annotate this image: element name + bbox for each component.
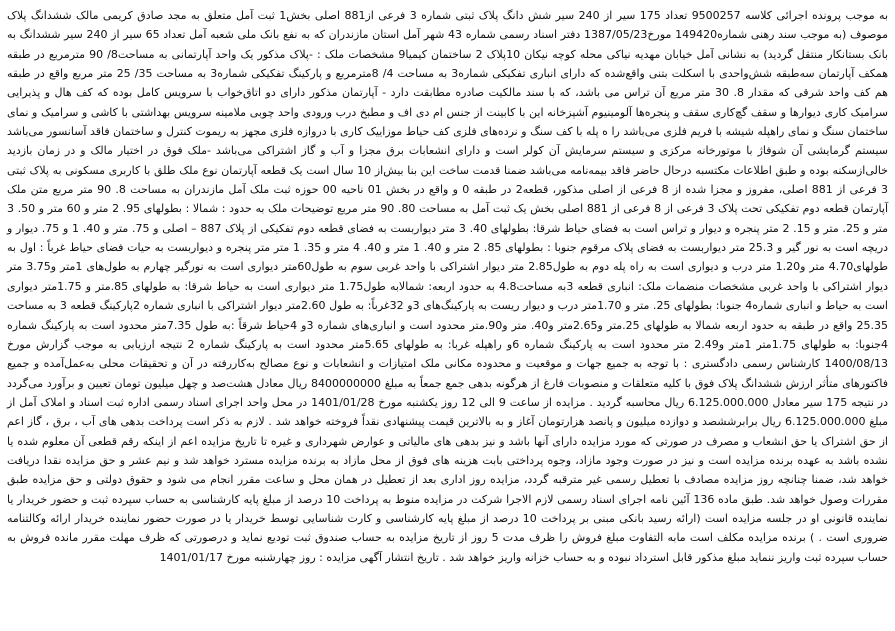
auction-notice-text: به موجب پرونده اجرائی کلاسه 9500257 تعداد 175 سیر از 240 سیر شش دانگ پلاک ثبتی شماره 3 فرعی از881 اصلی بخش1 ثبت آمل متعلق به مجد صادق کریمی مالک ششدانگ پلاک موصوف (به موجب سند رهنی شماره149420 مورخ1387/05/23 دفتر اسناد رسمی شماره 43 شهر آمل استان مازندران که به نفع بانک ملی شعبه آمل تعداد 65 سیر از 240 سیر ششدانگ به بانک بستانکار منتقل گردید) به نشانی آمل خیابان مهدیه نیاکی محله کوچه نیکان 10پلاک 2 ساختمان کیمیا9 مشخصات ملک : -پلاک مذکور یک واحد آپارتمانی به مساحت8/ 90 مترمربع در طبقه همکف آپارتمان سه‌طبقه شش‌واحدی با اسکلت بتنی واقع‌شده که دارای انباری تفکیکی شماره3 به مساحت 4/ 8مترمربع و پارکینگ تفکیکی شماره3 به مساحت 35/ 25 متر مربع واقع در طبقه هم کف واحد شرقی که مقدار 8. 30 متر مربع آن تراس می باشد، که با سند مالکیت صادره مطابقت دارد - آپارتمان مذکور دارای دو اتاق‌خواب با سرویس کامل بوده که کف هال و پذیرایی سرامیک کاری دیوارها و سقف گچ‌کاری سقف و پنجره‌ها آلومینیوم آشپزخانه این با کابینت از جنس ام دی اف و مطبخ درب ورودی واحد چوبی ملامینه سرویس بهداشتی با کاشی و سرامیک و نمای ساختمان سنگ و نمای راهپله شیشه با فریم فلزی می‌باشد را ه پله با کف سنگ و نرده‌های فلزی کف حیاط موزاییک کاری با دروازه فلزی مجهز به ریموت کنترل و ساختمان فاقد آسانسور می‌باشد سیستم گرمایشی آن شوفاژ با موتورخانه مرکزی و سیستم سرمایش آن کولر است و دارای انشعابات برق مجزا و آب و گاز اشتراکی می‌باشد -ملک فوق در اختیار مالک و در زمان بازدید خالی‌ازسکنه بوده و طبق اطلاعات مکتسبه درحال حاضر فاقد بیمه‌نامه می‌باشد ضمنا قدمت ساخت این بنا بیش‌از 10 سال است یک قطعه آپارتمان نوع ملک طلق با کاربری مسکونی به پلاک ثبتی 3 فرعی از 881 اصلی، مفروز و مجزا شده از 8 فرعی از اصلی مذکور، قطعه2 در طبقه 0 و واقع در بخش 01 ناحیه 00 حوزه ثبت ملک آمل مازندران به مساحت 8. 90 متر مربع متن ملک آپارتمان قطعه دوم تفکیکی تحت پلاک 3 فرعی از 8 فرعی از 881 اصلی بخش یک ثبت آمل به مساحت 80. 90 متر مربع توضیحات ملک به حدود : شمالا : بطولهای 95. 2 متر و 60 متر و 50. 3 متر و 25. متر و 15. 2 متر پنجره و دیوار و تراس است به فضای حیاط شرقا: بطولهای 40. 3 متر دیواربست به فضای قطعه دوم تفکیکی از پلاک 887 – اصلی و 75. متر و 40. 1 و 75. دیوار و دریچه است به نور گیر و 25.3 متر دیواربست به فضای پلاک مرقوم جنوبا : بطولهای 85. 2 متر و 40. 1 متر و 40. 4 متر و 35. 1 متر متر پنجره و دیواربست به حیات فضای حیاط غرباً : اول به طولهای4.70 متر و1.20 متر درب و دیواری است به راه پله دوم به طول2.85 متر دیوار اشتراکی با واحد غربی سوم به طول60متر دیواری است به نورگیر چهارم به طول‌های 1متر و3.75 متر دیوار اشتراکی با واحد غربی مشخصات منضمات ملک: انباری قطعه 3به مساحت4.8 به حدود اربعه: شمالابه طول1.75 متر دیواری است به حیاط شرقا: به طولهای 85.متر و 1.75متر دیواری است به حیاط و انباری شماره4 جنوبا: بطولهای 25. متر و 1.70متر درب و دیوار ریست به پارکینگ‌های 3و 32غرباً: به طول 2.60متر دیوار اشتراکی با انباری شماره 2پارکینگ قطعه 3 به مساحت 25.35 واقع در طبقه به حدود اربعه شمالا به طولهای 25.متر و2.65متر و40. متر و90.متر محدود است و انباری‌های شماره 3و 4حیاط شرقاً :به طول 7.35متر محدود است به پارکینگ شماره 4جنوبا: به طولهای 1.75متر 1متر و2.49 متر محدود است به پارکینگ شماره 6و راهپله غربا: به طولهای 5.65متر محدود است به پارکینگ شماره 2 نتیجه ارزیابی به موجب گزارش مورخ 1400/08/13 کارشناس رسمی دادگستری : با توجه به جمیع جهات و موقعیت و محدوده مکانی ملک امتیازات و انشعابات و نوع مصالح به‌کاررفته در آن و تحقیقات محلی به‌عمل‌آمده و جمیع فاکتورهای متأثر ارزش ششدانگ پلاک فوق با کلیه متعلقات و منصوبات فارغ از هرگونه بدهی جمع جمعاً به مبلغ 8400000000 ریال معادل هشت‌صد و چهل میلیون تومان تعیین و برآورد می‌گردد در نتیجه 175 سیر معادل 6.125.000.000 ریال محاسبه گردید . مزایده از ساعت 9 الی 12 روز یکشنبه مورخ 1401/01/28 در محل واحد اجرای اسناد رسمی اداره ثبت اسناد و املاک آمل از مبلغ 6.125.000.000 ریال برابر‌ششصد و دوازده میلیون و پانصد هزارتومان آغاز و به بالاترین قیمت پیشنهادی نقداً فروخته خواهد شد . لازم به ذکر است پرداخت بدهی های آب ، برق ، گاز اعم از حق اشتراک یا حق انشعاب و مصرف در صورتی که مورد مزایده دارای آنها باشد و نیز بدهی های مالیاتی و عوارض شهرداری و غیره تا تاریخ مزایده اعم از اینکه رقم قطعی آن معلوم شده یا نشده باشد به عهده برنده مزایده است و نیز در صورت وجود مازاد، وجوه پرداختی بابت هزینه های فوق از محل مازاد به برنده مزایده مسترد خواهد شد و نیم عشر و حق مزایده نقدا دریافت خواهد شد، ضمنا چنانچه روز مزایده مصادف با تعطیل رسمی غیر مترقبه گردد، مزایده روز اداری بعد از تعطیل در همان محل و ساعت مقرر انجام می شود و حقوق دولتی و حق مزایده طبق مقررات وصول خواهد شد. طبق ماده 136 آئین نامه اجرای اسناد رسمی لازم الاجرا شرکت در مزایده منوط به پرداخت 10 درصد از مبلغ پایه کارشناسی به حساب سپرده ثبت و حضور خریدار یا نماینده قانونی او در جلسه مزایده است (ارائه رسید بانکی مبنی بر پرداخت 10 درصد از مبلغ پایه کارشناسی و کارت شناسایی توسط خریدار یا در صورت حضور نماینده خریدار ارائه وکالتنامه ضروری است . ) برنده مزایده مکلف است مابه التفاوت مبلغ فروش را ظرف مدت 5 روز از تاریخ مزایده به حساب صندوق ثبت تودیع نماید و درصورتی که ظرف مهلت مقرر مانده فروش به حساب سپرده ثبت واریز ننماید مبلغ مذکور قابل استرداد نبوده و به حساب خزانه واریز خواهد شد . تاریخ انتشار آگهی مزایده : روز چهارشنبه مورخ 1401/01/17 [7,9,889,564]
